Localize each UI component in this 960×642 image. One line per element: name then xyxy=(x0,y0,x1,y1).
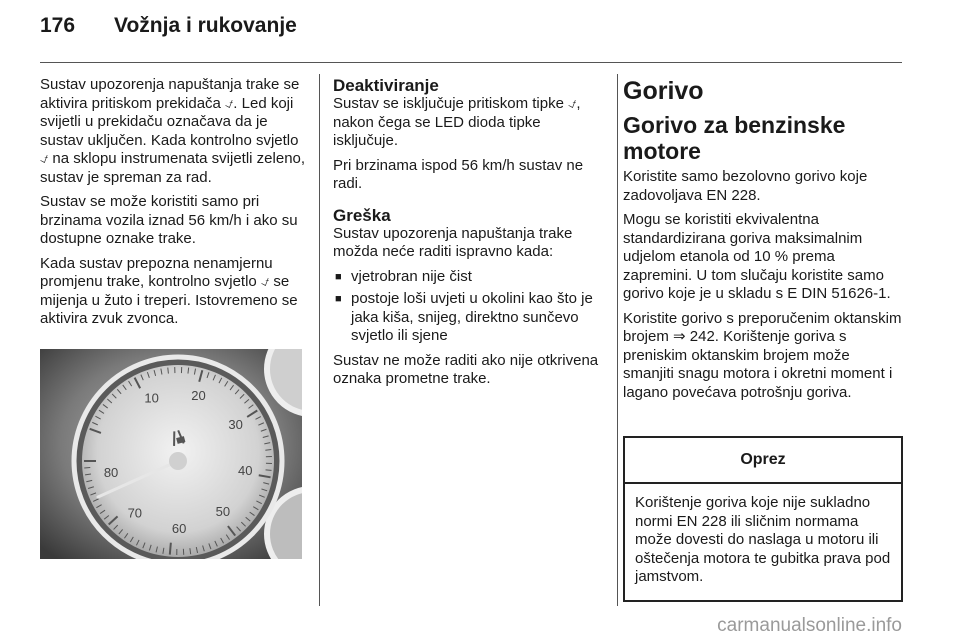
caution-box xyxy=(623,436,903,602)
heading-petrol-fuel: Gorivo za benzinske motore xyxy=(623,112,846,164)
column-middle xyxy=(333,76,607,395)
gauge-tick-label: 60 xyxy=(171,520,187,536)
gauge-tick xyxy=(168,368,169,374)
column-left xyxy=(40,76,306,335)
header-rule xyxy=(40,62,902,63)
paragraph-lane-change: Kada sustav prepozna nenamjernu promjenu trake, kontrolno svjetlo ⍻ se mijenja u žuto i treperi. Istovremeno se aktivira zvuk zvonca. xyxy=(40,254,298,327)
gauge-tick-label: 40 xyxy=(238,462,253,478)
error-conditions-list xyxy=(333,268,607,346)
gauge-tick-label: 20 xyxy=(191,388,206,404)
paragraph-deactivation-2: Pri brzinama ispod 56 km/h sustav ne radi. xyxy=(333,156,584,192)
caution-title: Oprez xyxy=(625,438,901,484)
gauge-tick-label: 70 xyxy=(127,505,143,521)
paragraph-lane-marking: Sustav ne može raditi ako nije otkrivena oznaka prometne trake. xyxy=(333,351,599,387)
watermark: carmanualsonline.info xyxy=(717,615,902,636)
needle-hub xyxy=(169,452,187,470)
heading-fuel: Gorivo xyxy=(623,77,704,105)
gauge-tick xyxy=(188,368,189,374)
page-header xyxy=(40,14,297,38)
paragraph-error: Sustav upozorenja napuštanja trake možda neće raditi ispravno kada: xyxy=(333,224,573,260)
gauge-tick xyxy=(266,470,272,471)
speedometer-image xyxy=(40,349,302,559)
column-divider-1 xyxy=(319,74,320,606)
heading-error: Greška xyxy=(333,205,391,225)
paragraph-ethanol: Mogu se koristiti ekvivalentna standardizirana goriva maksimalnim udjelom etanola od 10 % prema zapremini. U tom slučaju koristite samo gorivo koje je u skladu s E DIN 51626-1. xyxy=(623,211,891,302)
paragraph-octane: Koristite gorivo s preporučenim oktanskim brojem ⇒ 242. Korištenje goriva s preniskim oktanskim brojem može smanjiti snagu motora i okretni moment i lagano povećava potrošnju goriva. xyxy=(623,309,902,401)
paragraph-unleaded: Koristite samo bezolovno gorivo koje zadovoljava EN 228. xyxy=(623,168,868,204)
chapter-title: Vožnja i rukovanje xyxy=(114,14,297,37)
paragraph-activation: Sustav upozorenja napuštanja trake se aktivira pritiskom prekidača ⍻. Led koji svijetli u prekidaču označava da je sustav uključen. Kada kontrolno svjetlo ⍻ na sklopu instrumenata svijetli zeleno, sustav je spreman za rad. xyxy=(40,76,306,186)
paragraph-deactivation-1: Sustav se isključuje pritiskom tipke ⍻, nakon čega se LED dioda tipke isključuje. xyxy=(333,95,581,149)
page-number: 176 xyxy=(40,14,76,37)
heading-deactivation: Deaktiviranje xyxy=(333,76,439,95)
column-right xyxy=(623,76,903,408)
speedometer-illustration xyxy=(40,349,302,559)
gauge-tick xyxy=(170,543,171,555)
list-item: ■ vjetrobran nije čist xyxy=(333,268,607,287)
gauge-tick-label: 30 xyxy=(228,416,243,432)
gauge-tick-label: 80 xyxy=(103,465,119,481)
list-item: ■ postoje loši uvjeti u okolini kao što je jaka kiša, snijeg, direktno sunčevo svjetlo ili sjene xyxy=(333,290,607,346)
gauge-tick-label: 50 xyxy=(215,504,231,520)
gauge-tick-label: 10 xyxy=(144,390,159,406)
column-divider-2 xyxy=(617,74,618,606)
caution-text: Korištenje goriva koje nije sukladno normi EN 228 ili sličnim normama može dovesti do naslaga u motoru ili oštečenja motora te gubitka prava pod jamstvom. xyxy=(635,494,891,585)
paragraph-speed-condition: Sustav se može koristiti samo pri brzinama vozila iznad 56 km/h i ako su dostupne oznake trake. xyxy=(40,193,298,247)
